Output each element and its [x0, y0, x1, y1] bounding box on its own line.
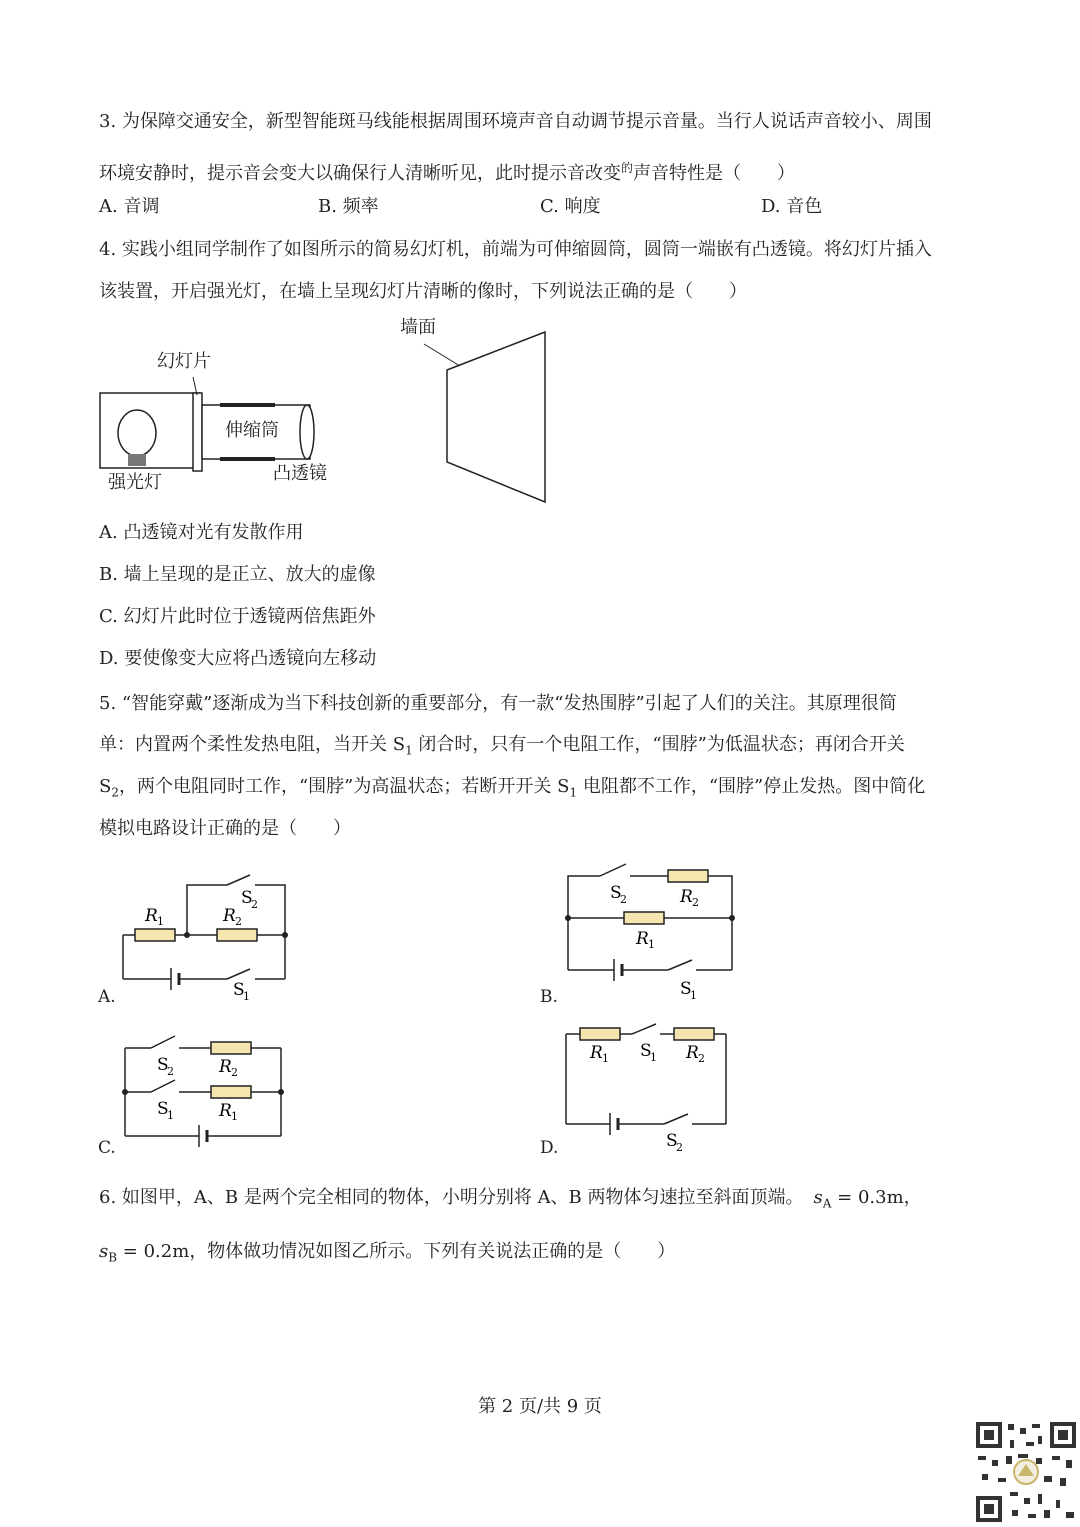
resistor-r2	[674, 1028, 714, 1040]
circuit-c	[115, 1030, 295, 1145]
circuit-d-label: D.	[540, 1138, 559, 1158]
q5-line4: 模拟电路设计正确的是（ ）	[99, 818, 351, 839]
wall-figure	[400, 317, 560, 510]
label-r2: R	[219, 1057, 232, 1077]
label-s1: S	[157, 1099, 169, 1119]
lamp-label: 强光灯	[108, 472, 162, 493]
q4-option-c: C. 幻灯片此时位于透镜两倍焦距外	[99, 606, 376, 627]
label-r1-sub: 1	[231, 1110, 238, 1123]
label-r1: R	[636, 929, 649, 949]
qr-code-icon	[974, 1420, 1078, 1524]
label-r2-sub: 2	[235, 915, 242, 928]
q4-option-d: D. 要使像变大应将凸透镜向左移动	[99, 648, 377, 669]
label-r1: R	[590, 1043, 603, 1063]
q3-option-a: A. 音调	[99, 196, 160, 217]
label-r2: R	[223, 906, 236, 926]
label-s1-sub: 1	[167, 1109, 174, 1122]
label-s2: S	[241, 888, 253, 908]
wall-label: 墙面	[400, 317, 436, 338]
circuit-b	[560, 860, 750, 1002]
label-s2-sub: 2	[167, 1065, 174, 1078]
q6-line2: $s_B = 0.2m$，物体做功情况如图乙所示。下列有关说法正确的是（ ）	[99, 1241, 676, 1265]
lens-shape	[300, 405, 314, 459]
label-s2: S	[666, 1131, 678, 1151]
circuit-d	[560, 1020, 740, 1154]
q6-line1: 6. 如图甲，A、B 是两个完全相同的物体，小明分别将 A、B 两物体匀速拉至斜面顶端。 $s_A = 0.3m$，	[99, 1187, 922, 1211]
q5-line2: 单：内置两个柔性发热电阻，当开关 $S_1$ 闭合时，只有一个电阻工作，“围脖”为低温状态；再闭合开关	[99, 734, 905, 758]
tube-label: 伸缩筒	[225, 420, 279, 441]
slide-card	[193, 393, 202, 471]
circuit-c-label: C.	[98, 1138, 116, 1158]
q3-line2: 环境安静时，提示音会变大以确保行人清晰听见，此时提示音改变$^的$声音特性是（ ）	[99, 161, 796, 184]
label-s1: S	[680, 979, 692, 999]
label-r2: R	[686, 1043, 699, 1063]
q5-line1: 5. “智能穿戴”逐渐成为当下科技创新的重要部分，有一款“发热围脖”引起了人们的关注。其原理很简	[99, 693, 897, 714]
label-r1: R	[219, 1101, 232, 1121]
q3-line1: 3. 为保障交通安全，新型智能斑马线能根据周围环境声音自动调节提示音量。当行人说话声音较小、周围	[99, 111, 932, 132]
label-r2-sub: 2	[692, 896, 699, 909]
label-s1: S	[640, 1041, 652, 1061]
label-s2-sub: 2	[620, 893, 627, 906]
label-r1-sub: 1	[602, 1052, 609, 1065]
circuit-a	[115, 875, 315, 1003]
label-r1-sub: 1	[648, 938, 655, 951]
label-s2-sub: 2	[676, 1141, 683, 1154]
label-s1-sub: 1	[243, 990, 250, 1003]
circuit-b-label: B.	[540, 987, 558, 1007]
label-s1: S	[233, 980, 245, 1000]
q4-option-a: A. 凸透镜对光有发散作用	[99, 522, 304, 543]
label-r2-sub: 2	[698, 1052, 705, 1065]
label-r1-sub: 1	[157, 915, 164, 928]
label-r1: R	[145, 906, 158, 926]
resistor-r2	[668, 870, 708, 882]
q3-option-d: D. 音色	[761, 196, 823, 217]
q4-option-b: B. 墙上呈现的是正立、放大的虚像	[99, 564, 376, 585]
label-s2: S	[610, 883, 622, 903]
resistor-r2	[217, 929, 257, 941]
label-s1-sub: 1	[690, 989, 697, 1002]
slide-label: 幻灯片	[157, 351, 211, 372]
resistor-r1	[135, 929, 175, 941]
circuit-a-label: A.	[98, 987, 116, 1007]
label-s2: S	[157, 1055, 169, 1075]
page-footer: 第 2 页/共 9 页	[478, 1396, 602, 1417]
resistor-r2	[211, 1042, 251, 1054]
q3-option-b: B. 频率	[318, 196, 379, 217]
lens-label: 凸透镜	[273, 463, 327, 484]
resistor-r1	[580, 1028, 620, 1040]
q3-option-c: C. 响度	[540, 196, 601, 217]
resistor-r1	[624, 912, 664, 924]
label-r2: R	[680, 887, 693, 907]
q5-line3: $S_2$，两个电阻同时工作，“围脖”为高温状态；若断开开关 $S_1$ 电阻都不工作，“围脖”停止发热。图中简化	[99, 776, 926, 800]
resistor-r1	[211, 1086, 251, 1098]
label-s1-sub: 1	[650, 1051, 657, 1064]
label-s2-sub: 2	[251, 898, 258, 911]
lamp-bulb-icon	[118, 410, 156, 456]
q4-line1: 4. 实践小组同学制作了如图所示的简易幻灯机，前端为可伸缩圆筒，圆筒一端嵌有凸透镜。将幻灯片插入	[99, 239, 932, 260]
label-r2-sub: 2	[231, 1066, 238, 1079]
q4-line2: 该装置，开启强光灯，在墙上呈现幻灯片清晰的像时，下列说法正确的是（ ）	[99, 281, 747, 302]
